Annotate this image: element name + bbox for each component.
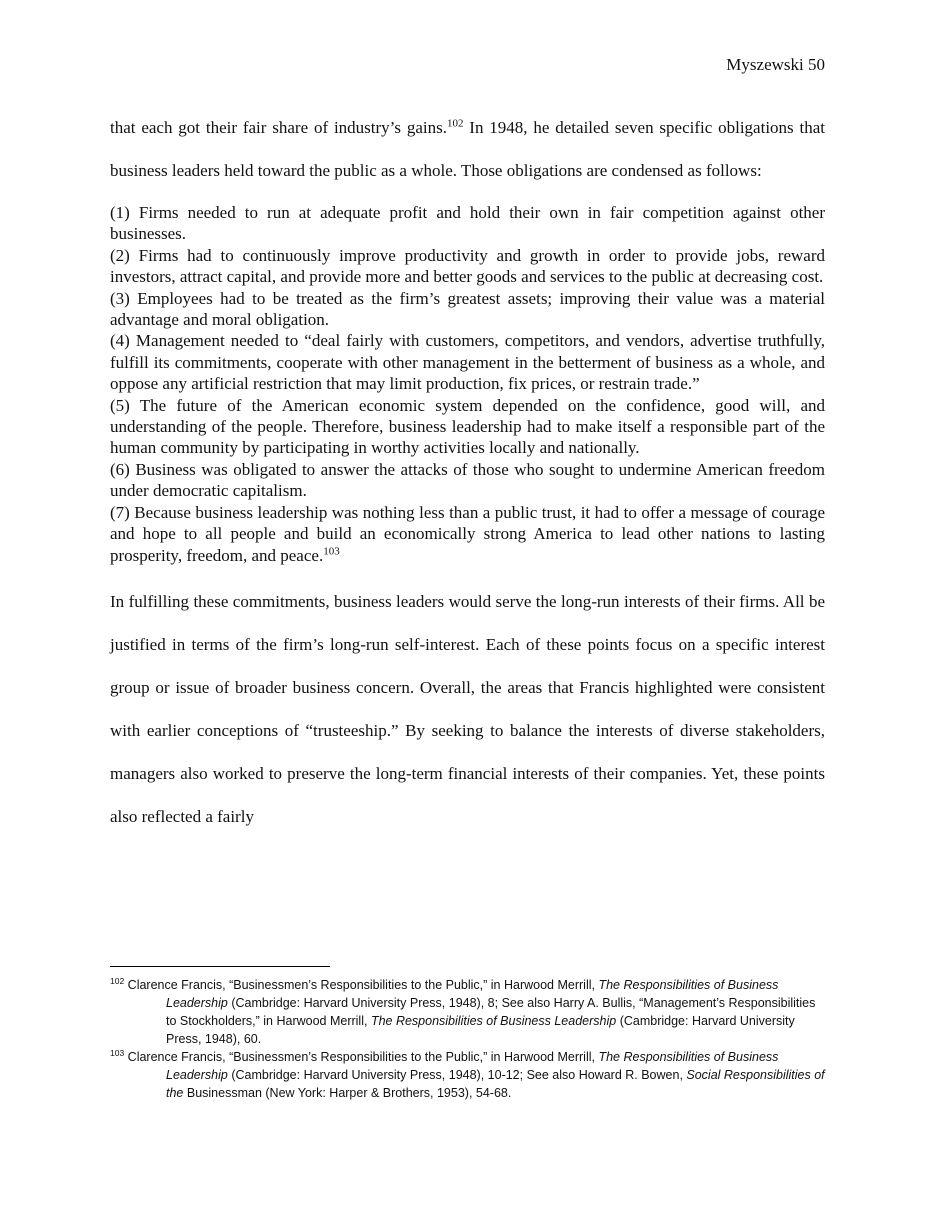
footnote-title: The Responsibilities of Business Leadership	[166, 978, 779, 1010]
obligation-7-text: (7) Because business leadership was nothing less than a public trust, it had to offer a message of courage and hope to all people and build an economically strong America to lead other nations to lasting prosperity, freedom, and peace.	[110, 502, 825, 565]
intro-paragraph	[110, 106, 825, 192]
intro-text-b: In 1948, he detailed seven specific obligations that business leaders held toward the public as a whole. Those obligations are condensed as follows:	[110, 118, 825, 180]
footnote-ref-103[interactable]: 103	[323, 544, 340, 557]
running-head: Myszewski 50	[726, 55, 825, 74]
obligation-1: (1) Firms needed to run at adequate profit and hold their own in fair competition against other businesses.	[110, 203, 825, 244]
footnote-102	[110, 976, 825, 1048]
footnote-text: Clarence Francis, “Businessmen’s Responsibilities to the Public,” in Harwood Merrill,	[124, 1050, 599, 1064]
footnote-mark: 103	[110, 1047, 125, 1058]
footnote-mark: 102	[110, 975, 125, 986]
footnotes	[110, 976, 825, 1102]
analysis-paragraph: In fulfilling these commitments, business leaders would serve the long-run interests of their firms. All be justified in terms of the firm’s long-run self-interest. Each of these points focus on a specific interest group or issue of broader business concern. Overall, the areas that Francis highlighted were consistent with earlier conceptions of “trusteeship.” By seeking to balance the interests of diverse stakeholders, managers also worked to preserve the long-term financial interests of their companies. Yet, these points also reflected a fairly	[110, 591, 825, 826]
footnote-text: (Cambridge: Harvard University Press, 1948), 60.	[166, 1014, 795, 1046]
footnote-text: Businessman (New York: Harper & Brothers, 1953), 54-68.	[183, 1086, 512, 1100]
footnote-title: Social Responsibilities of the	[166, 1068, 825, 1100]
main-text	[110, 106, 825, 838]
footnote-103	[110, 1048, 825, 1102]
obligation-2: (2) Firms had to continuously improve productivity and growth in order to provide jobs, reward investors, attract capital, and provide more and better goods and services to the public at decreasing cost.	[110, 245, 825, 287]
obligation-3: (3) Employees had to be treated as the firm’s greatest assets; improving their value was a material advantage and moral obligation.	[110, 288, 825, 330]
footnote-ref-102[interactable]: 102	[446, 117, 464, 130]
obligation-4: (4) Management needed to “deal fairly with customers, competitors, and vendors, advertise truthfully, fulfill its commitments, cooperate with other management in the betterment of business as a whole, and oppose any artificial restriction that may limit production, fix prices, or restrain trade.”	[110, 331, 825, 394]
footnote-separator	[110, 966, 330, 967]
footnote-text: Clarence Francis, “Businessmen’s Responsibilities to the Public,” in Harwood Merrill,	[124, 978, 599, 992]
obligation-6: (6) Business was obligated to answer the attacks of those who sought to undermine American freedom under democratic capitalism.	[110, 459, 825, 501]
footnote-title: The Responsibilities of Business Leadership	[370, 1014, 617, 1028]
obligation-7	[110, 502, 825, 566]
obligations-list	[110, 202, 825, 566]
intro-text-a: that each got their fair share of industry’s gains.	[110, 118, 447, 137]
footnote-text: (Cambridge: Harvard University Press, 1948), 8; See also Harry A. Bullis, “Management’s Responsibilities to Stockholders,” in Harwood Merrill,	[166, 996, 816, 1028]
footnote-title: The Responsibilities of Business Leadership	[166, 1050, 779, 1082]
footnote-text: (Cambridge: Harvard University Press, 1948), 10-12; See also Howard R. Bowen,	[227, 1068, 687, 1082]
obligation-5: (5) The future of the American economic system depended on the confidence, good will, and understanding of the people. Therefore, business leadership had to make itself a responsible part of the human community by participating in worthy activities locally and nationally.	[110, 395, 825, 458]
